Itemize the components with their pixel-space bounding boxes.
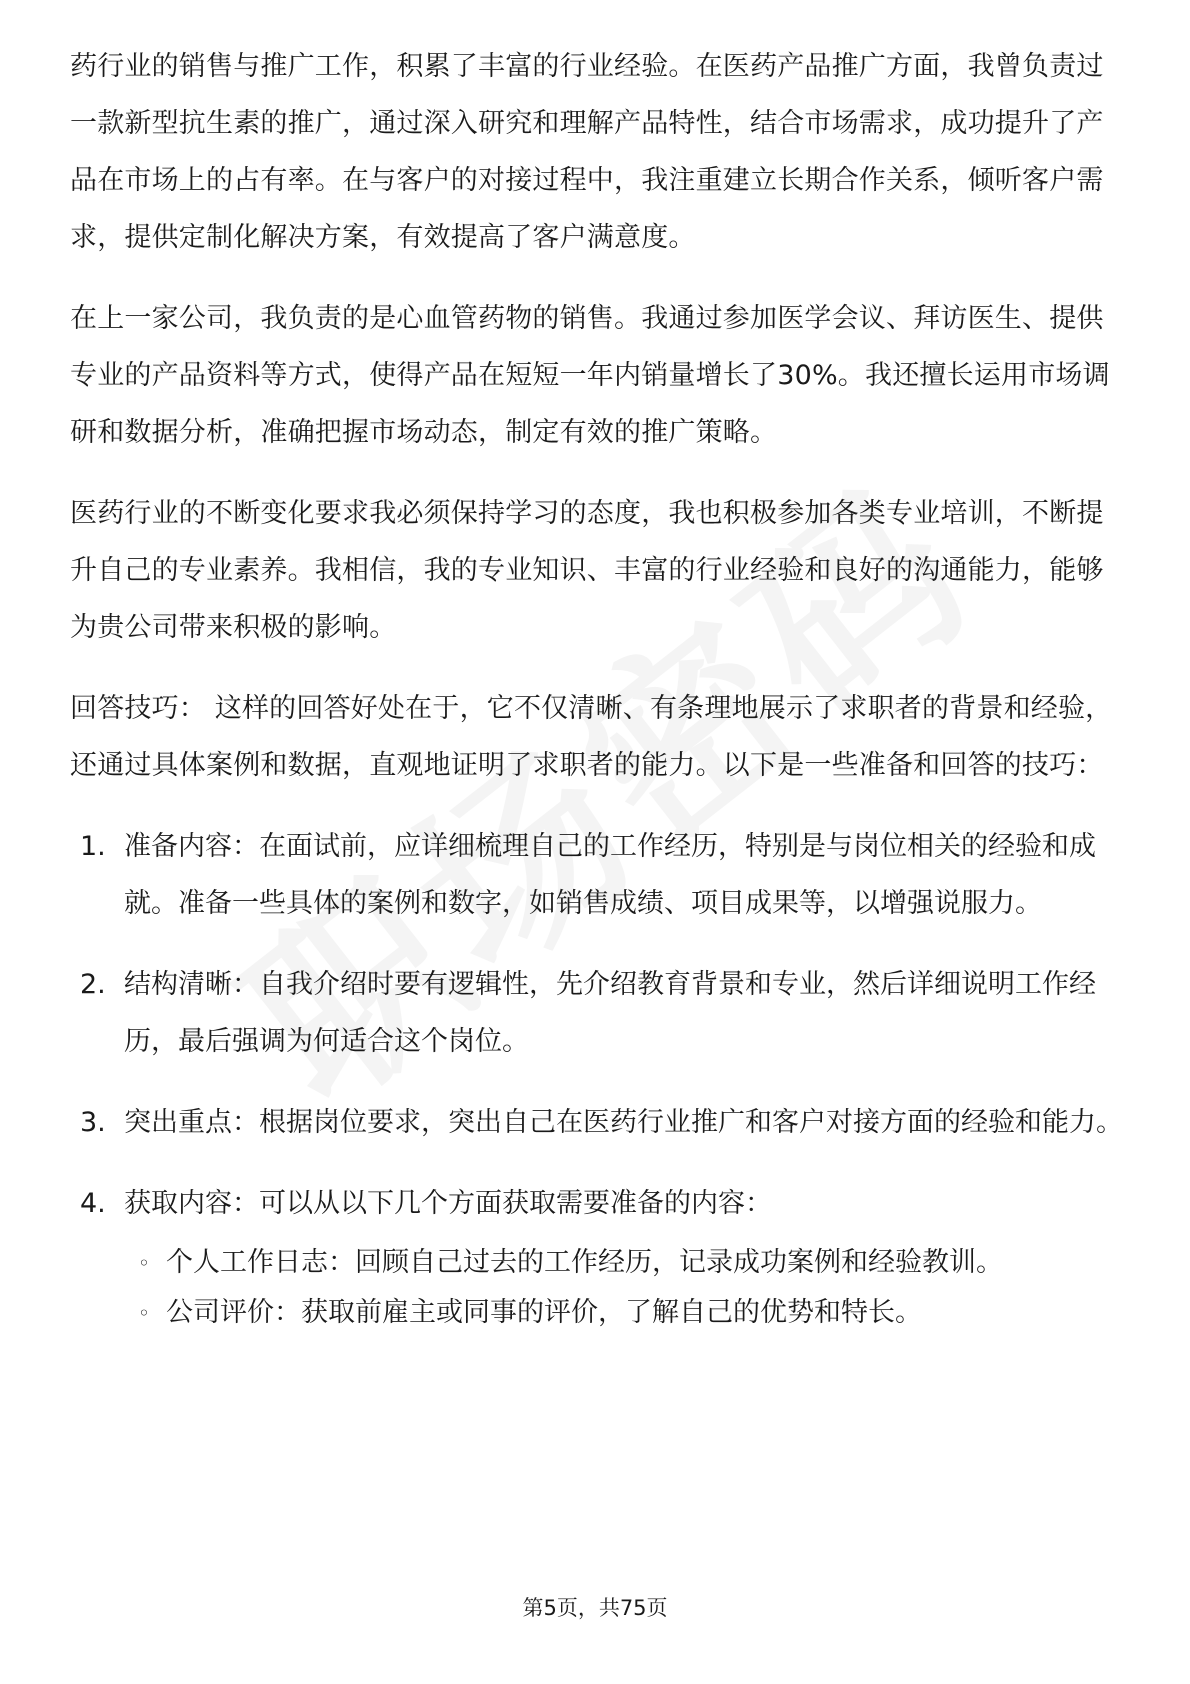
sub-item-text: 公司评价：获取前雇主或同事的评价，了解自己的优势和特长。	[166, 1297, 922, 1328]
bullet-icon: ◦	[138, 1301, 150, 1325]
tip-item-1	[70, 818, 1130, 932]
tip-item-2	[70, 956, 1130, 1070]
document-body	[70, 38, 1130, 1362]
tip-number: 2.	[80, 969, 106, 1000]
tip-number: 1.	[80, 831, 106, 862]
tip-text: 准备内容：在面试前，应详细梳理自己的工作经历，特别是与岗位相关的经验和成就。准备一些具体的案例和数字，如销售成绩、项目成果等，以增强说服力。	[124, 831, 1096, 919]
tip-item-3	[70, 1094, 1130, 1151]
tip-number: 4.	[80, 1188, 106, 1219]
paragraph-experience: 药行业的销售与推广工作，积累了丰富的行业经验。在医药产品推广方面，我曾负责过一款新型抗生素的推广，通过深入研究和理解产品特性，结合市场需求，成功提升了产品在市场上的占有率。在与客户的对接过程中，我注重建立长期合作关系，倾听客户需求，提供定制化解决方案，有效提高了客户满意度。	[70, 51, 1104, 253]
tip-text: 获取内容：可以从以下几个方面获取需要准备的内容：	[124, 1188, 772, 1219]
paragraph-previous-company: 在上一家公司，我负责的是心血管药物的销售。我通过参加医学会议、拜访医生、提供专业的产品资料等方式，使得产品在短短一年内销量增长了30%。我还擅长运用市场调研和数据分析，准确把握市场动态，制定有效的推广策略。	[70, 303, 1110, 448]
tip-text: 突出重点：根据岗位要求，突出自己在医药行业推广和客户对接方面的经验和能力。	[124, 1107, 1123, 1138]
sub-list	[124, 1238, 1130, 1338]
tip-text: 结构清晰：自我介绍时要有逻辑性，先介绍教育背景和专业，然后详细说明工作经历，最后强调为何适合这个岗位。	[124, 969, 1096, 1057]
tip-number: 3.	[80, 1107, 106, 1138]
paragraph-answer-tips: 回答技巧： 这样的回答好处在于，它不仅清晰、有条理地展示了求职者的背景和经验，还通过具体案例和数据，直观地证明了求职者的能力。以下是一些准备和回答的技巧：	[70, 693, 1113, 781]
sub-list-item	[124, 1288, 1130, 1338]
tip-item-4	[70, 1175, 1130, 1338]
tips-list	[70, 818, 1130, 1338]
bullet-icon: ◦	[138, 1251, 150, 1275]
paragraph-learning: 医药行业的不断变化要求我必须保持学习的态度，我也积极参加各类专业培训，不断提升自己的专业素养。我相信，我的专业知识、丰富的行业经验和良好的沟通能力，能够为贵公司带来积极的影响。	[70, 498, 1104, 643]
sub-item-text: 个人工作日志：回顾自己过去的工作经历，记录成功案例和经验教训。	[166, 1247, 1003, 1278]
sub-list-item	[124, 1238, 1130, 1288]
page-footer: 第5页，共75页	[522, 1596, 668, 1620]
